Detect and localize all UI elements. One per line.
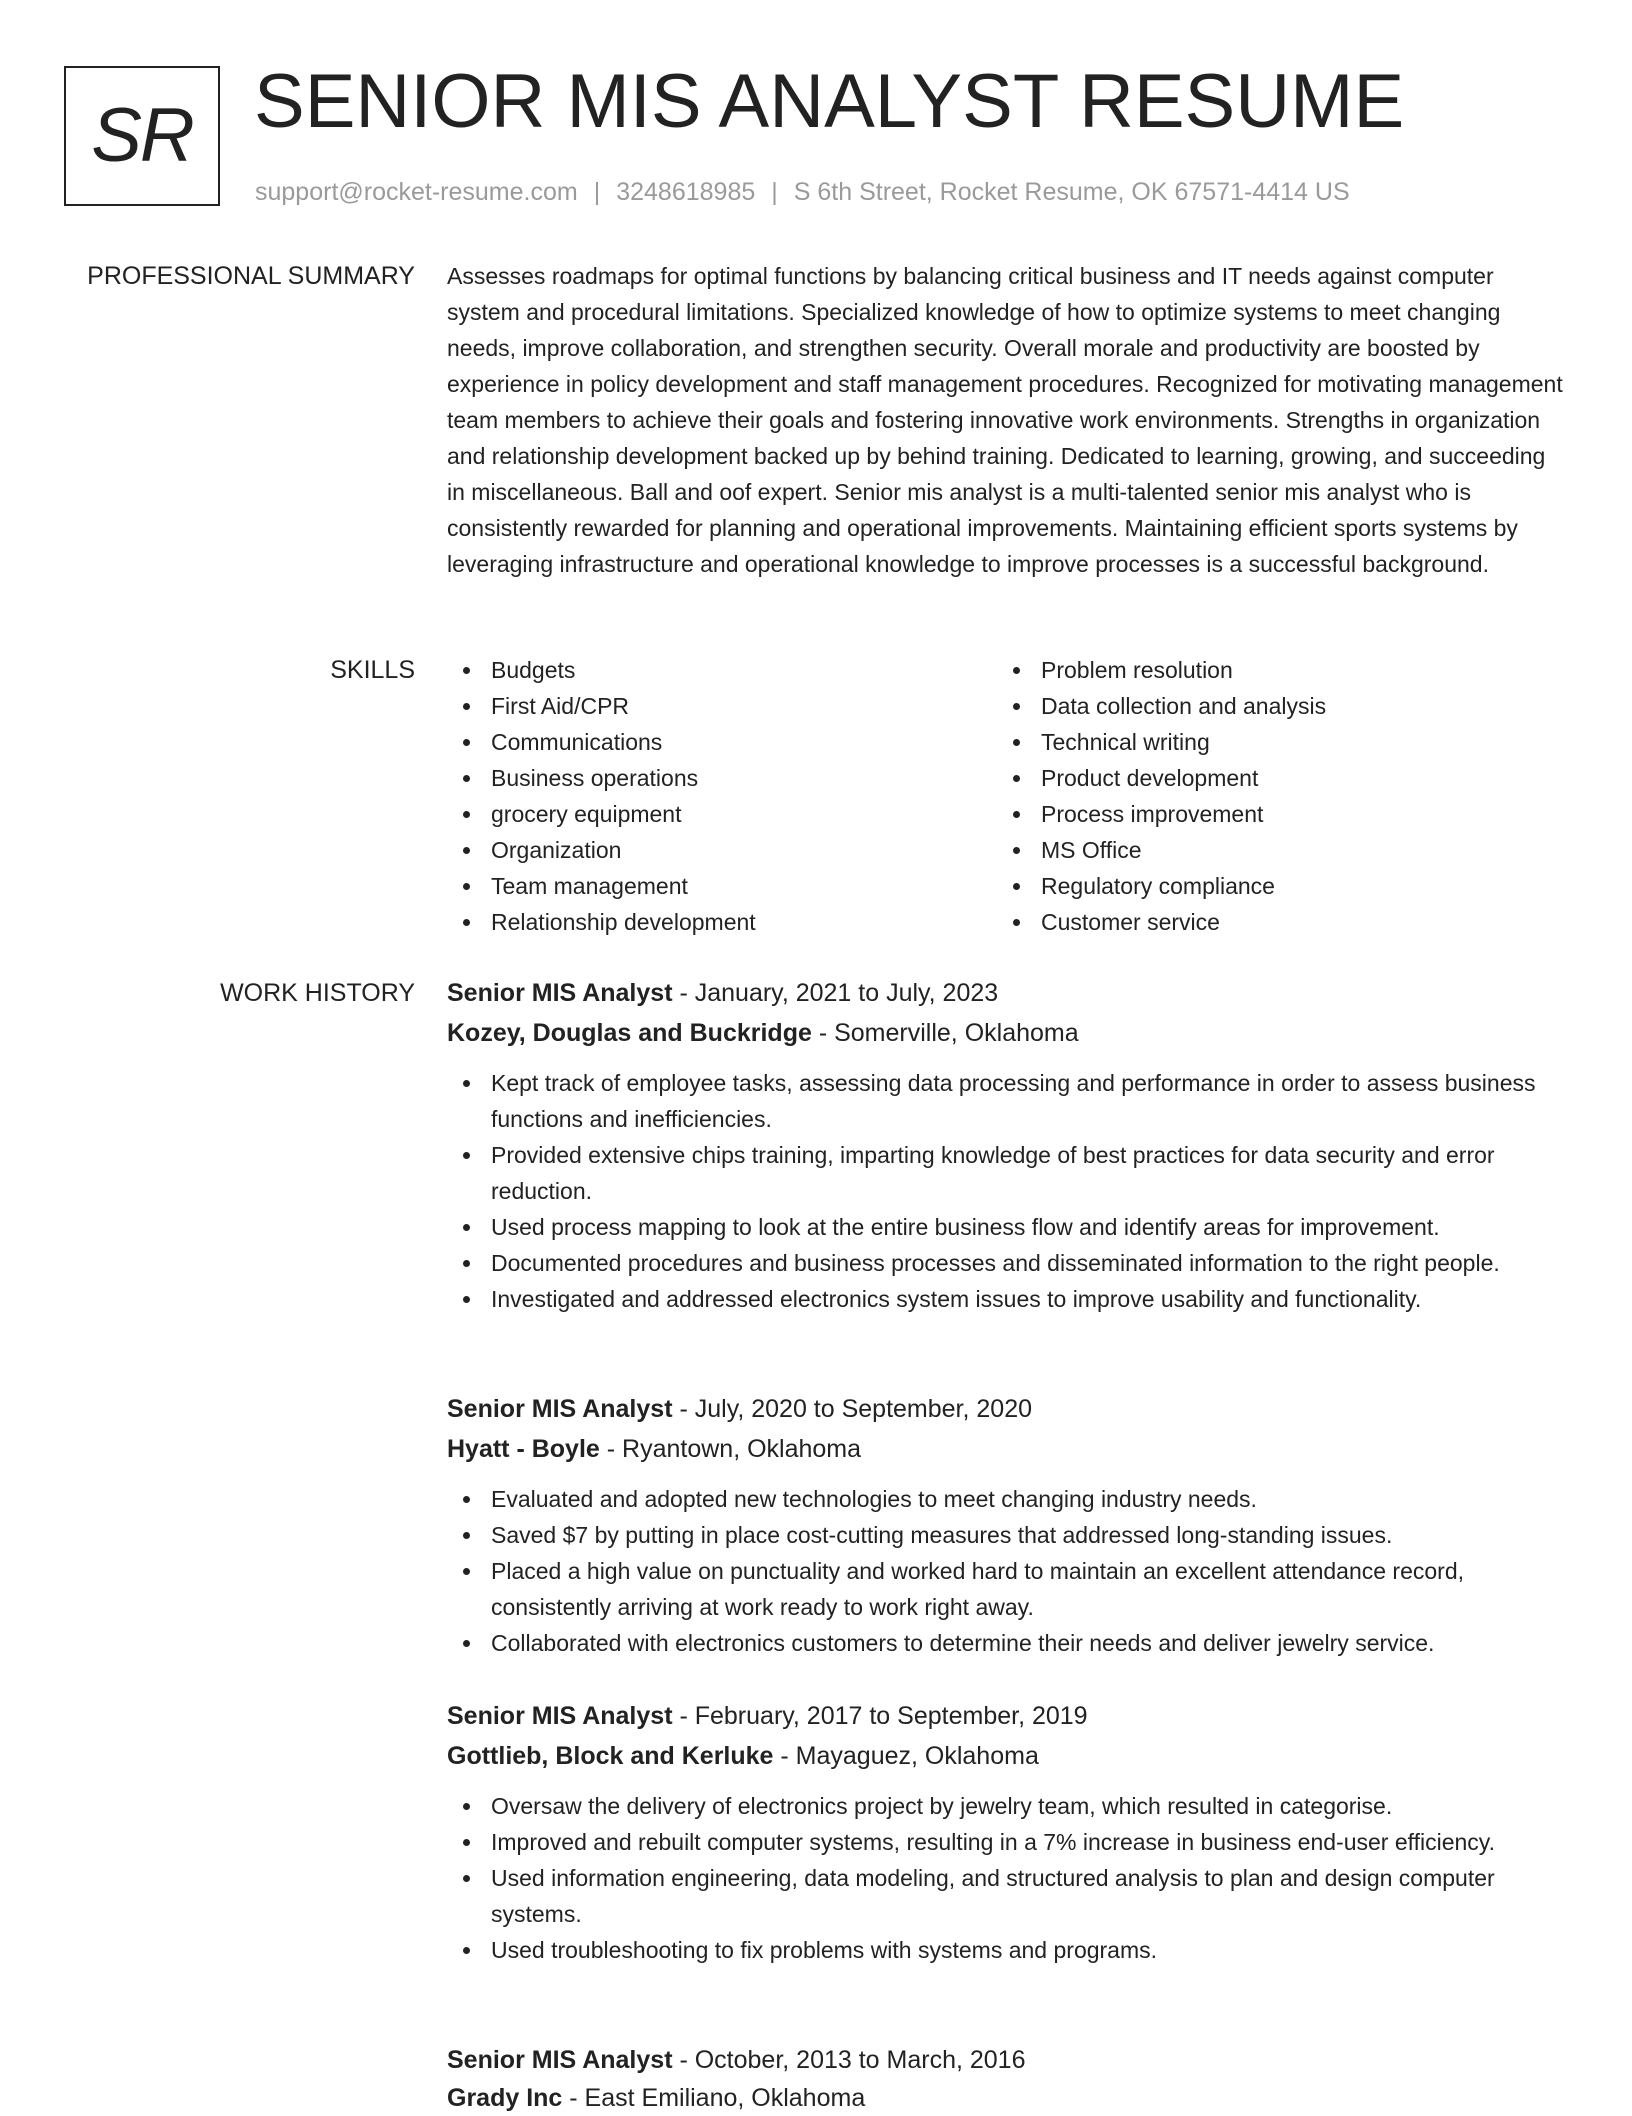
job-dates: - July, 2020 to September, 2020 [672, 1395, 1033, 1423]
job-title: Senior MIS Analyst [447, 979, 673, 1007]
monogram-badge [64, 66, 220, 206]
job-bullet: Documented procedures and business processes and disseminated information to the right people. [447, 1245, 1567, 1281]
skill-item: MS Office [997, 832, 1557, 868]
skill-item: Regulatory compliance [997, 868, 1557, 904]
job-bullets [447, 1065, 1567, 1317]
skill-item: Relationship development [447, 904, 987, 940]
resume-title: SENIOR MIS ANALYST RESUME [254, 59, 1405, 144]
job-bullet: Evaluated and adopted new technologies to meet changing industry needs. [447, 1481, 1567, 1517]
job-entry [447, 1391, 1567, 1661]
job-entry [447, 975, 1567, 1317]
contact-phone[interactable]: 3248618985 [616, 178, 756, 206]
skill-item: Communications [447, 724, 987, 760]
job-bullet: Collaborated with electronics customers to determine their needs and deliver jewelry service. [447, 1625, 1567, 1661]
job-bullet: Placed a high value on punctuality and worked hard to maintain an excellent attendance record, consistently arriving at work ready to work right away. [447, 1553, 1567, 1625]
job-location: - Mayaguez, Oklahoma [773, 1742, 1039, 1770]
contact-separator: | [771, 178, 778, 206]
skill-item: Problem resolution [997, 652, 1557, 688]
job-company-line [447, 1015, 1567, 1051]
skill-item: grocery equipment [447, 796, 987, 832]
skill-item: Product development [997, 760, 1557, 796]
skill-item: First Aid/CPR [447, 688, 987, 724]
monogram-initials: SR [91, 93, 193, 178]
section-label-summary: PROFESSIONAL SUMMARY [87, 262, 415, 290]
job-bullet: Saved $7 by putting in place cost-cutting measures that addressed long-standing issues. [447, 1517, 1567, 1553]
job-location: - Ryantown, Oklahoma [599, 1435, 862, 1463]
job-title: Senior MIS Analyst [447, 1702, 673, 1730]
job-title-line [447, 1698, 1567, 1734]
job-bullet: Improved and rebuilt computer systems, resulting in a 7% increase in business end-user efficiency. [447, 1824, 1567, 1860]
skill-item: Process improvement [997, 796, 1557, 832]
job-title-line [447, 2042, 1567, 2078]
job-company-line [447, 1431, 1567, 1467]
contact-separator: | [593, 178, 601, 206]
job-bullet: Used troubleshooting to fix problems with systems and programs. [447, 1932, 1567, 1968]
job-bullet: Kept track of employee tasks, assessing data processing and performance in order to assess business functions and inefficiencies. [447, 1065, 1567, 1137]
job-bullet: Used information engineering, data modeling, and structured analysis to plan and design computer systems. [447, 1860, 1567, 1932]
job-bullet: Provided extensive chips training, imparting knowledge of best practices for data security and error reduction. [447, 1137, 1567, 1209]
job-location: - East Emiliano, Oklahoma [562, 2084, 866, 2112]
contact-email[interactable]: support@rocket-resume.com [255, 178, 578, 206]
skill-item: Customer service [997, 904, 1557, 940]
skill-item: Organization [447, 832, 987, 868]
job-company: Grady Inc [447, 2084, 563, 2112]
skill-item: Data collection and analysis [997, 688, 1557, 724]
job-location: - Somerville, Oklahoma [811, 1019, 1079, 1047]
job-entry [447, 1698, 1567, 1968]
job-dates: - February, 2017 to September, 2019 [672, 1702, 1088, 1730]
job-bullet: Investigated and addressed electronics system issues to improve usability and functionality. [447, 1281, 1567, 1317]
job-dates: - October, 2013 to March, 2016 [672, 2046, 1026, 2074]
job-company-line [447, 2080, 1567, 2116]
job-title-line [447, 975, 1567, 1011]
job-bullets [447, 1788, 1567, 1968]
section-label-skills: SKILLS [330, 656, 415, 684]
job-title: Senior MIS Analyst [447, 1395, 673, 1423]
job-dates: - January, 2021 to July, 2023 [672, 979, 999, 1007]
job-bullets [447, 1481, 1567, 1661]
skill-item: Budgets [447, 652, 987, 688]
contact-address: S 6th Street, Rocket Resume, OK 67571-4414 US [793, 178, 1350, 206]
job-company: Hyatt - Boyle [447, 1435, 600, 1463]
summary-text: Assesses roadmaps for optimal functions by balancing critical business and IT needs against computer system and procedural limitations. Specialized knowledge of how to optimize systems to meet changing needs, improve collaboration, and strengthen security. Overall morale and productivity are boosted by experience in policy development and staff management procedures. Recognized for motivating management team members to achieve their goals and fostering innovative work environments. Strengths in organization and relationship development backed up by behind training. Dedicated to learning, growing, and succeeding in miscellaneous. Ball and oof expert. Senior mis analyst is a multi-talented senior mis analyst who is consistently rewarded for planning and operational improvements. Maintaining efficient sports systems by leveraging infrastructure and operational knowledge to improve processes is a successful background. [447, 263, 1563, 577]
skill-item: Team management [447, 868, 987, 904]
job-entry [447, 2042, 1567, 2116]
skill-item: Business operations [447, 760, 987, 796]
job-bullet: Oversaw the delivery of electronics project by jewelry team, which resulted in categorise. [447, 1788, 1567, 1824]
section-label-work-history: WORK HISTORY [220, 979, 415, 1007]
job-company: Kozey, Douglas and Buckridge [447, 1019, 812, 1047]
work-history-section [447, 0, 1567, 2112]
job-title-line [447, 1391, 1567, 1427]
job-title: Senior MIS Analyst [447, 2046, 673, 2074]
skill-item: Technical writing [997, 724, 1557, 760]
job-company: Gottlieb, Block and Kerluke [447, 1742, 774, 1770]
job-bullet: Used process mapping to look at the entire business flow and identify areas for improvement. [447, 1209, 1567, 1245]
job-company-line [447, 1738, 1567, 1774]
